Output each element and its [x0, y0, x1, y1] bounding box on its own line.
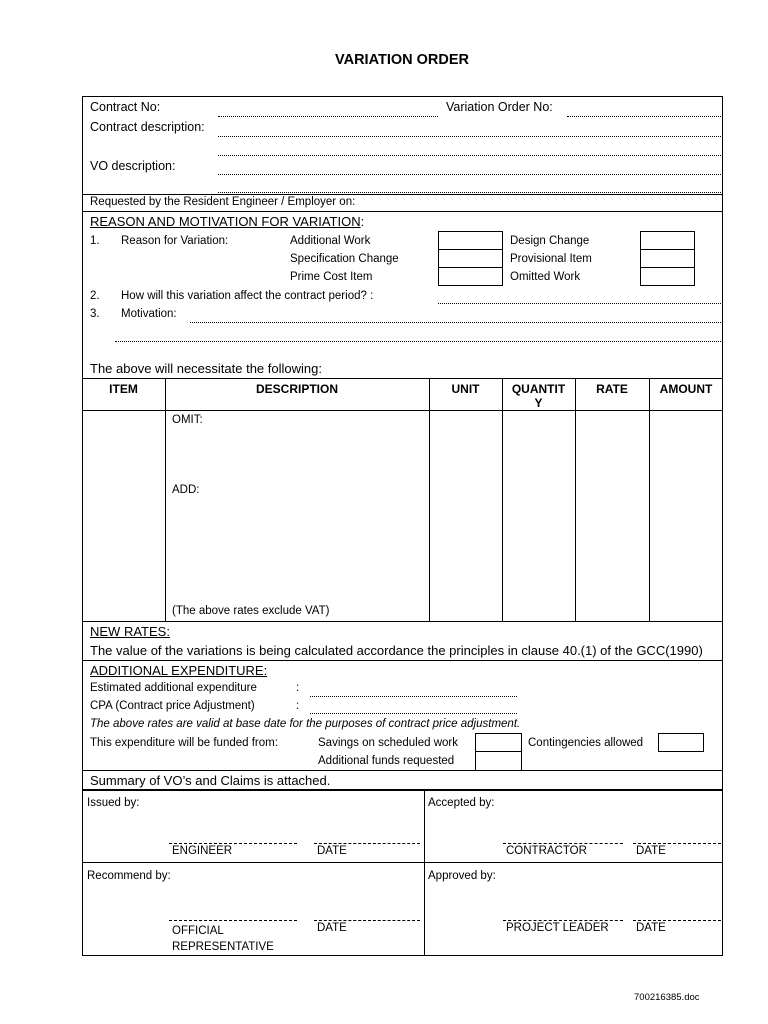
contractor-date-line[interactable]	[633, 843, 721, 844]
estimated-field[interactable]	[310, 696, 517, 697]
reason-item1-label: Reason for Variation:	[121, 235, 229, 247]
project-leader-label: PROJECT LEADER	[506, 922, 609, 934]
vo-description-field-2[interactable]	[218, 192, 721, 193]
additional-expenditure-heading: ADDITIONAL EXPENDITURE:	[90, 663, 268, 678]
motivation-field-2[interactable]	[115, 341, 721, 342]
reason-item3-label: Motivation:	[121, 308, 177, 320]
page-title: VARIATION ORDER	[335, 52, 469, 68]
motivation-field[interactable]	[190, 322, 721, 323]
official-date-line[interactable]	[314, 920, 420, 921]
checkbox-specification-change[interactable]	[438, 249, 503, 268]
contract-description-label: Contract description:	[90, 120, 205, 134]
vo-description-label: VO description:	[90, 159, 176, 173]
option-design-change: Design Change	[510, 235, 590, 247]
cpa-colon: :	[296, 700, 300, 712]
new-rates-text: The value of the variations is being calculated accordance the principles in clause 40.(1) of the GCC(1990)	[90, 643, 703, 658]
official-signature-line[interactable]	[169, 920, 297, 921]
estimated-colon: :	[296, 682, 300, 694]
reason-item2-num: 2.	[90, 290, 100, 302]
checkbox-design-change[interactable]	[640, 231, 695, 250]
additional-funds-label: Additional funds requested	[318, 755, 455, 767]
requested-by-label: Requested by the Resident Engineer / Employer on:	[90, 196, 356, 208]
contractor-label: CONTRACTOR	[506, 845, 587, 857]
option-omitted-work: Omitted Work	[510, 271, 581, 283]
variation-order-no-field[interactable]	[567, 116, 721, 117]
variation-order-no-label: Variation Order No:	[446, 100, 553, 114]
funded-from-label: This expenditure will be funded from:	[90, 737, 278, 749]
recommend-by-label: Recommend by:	[87, 870, 171, 882]
reason-heading	[90, 215, 364, 228]
option-provisional-item: Provisional Item	[510, 253, 592, 265]
contract-description-field-2[interactable]	[218, 155, 721, 156]
omit-label: OMIT:	[172, 414, 203, 426]
summary-text: Summary of VO’s and Claims is attached.	[90, 773, 331, 788]
col-header-description: DESCRIPTION	[255, 382, 338, 396]
contract-no-label: Contract No:	[90, 100, 161, 114]
necessitate-text: The above will necessitate the following:	[90, 361, 322, 376]
checkbox-provisional-item[interactable]	[640, 249, 695, 268]
reason-item1-num: 1.	[90, 235, 100, 247]
savings-label: Savings on scheduled work	[318, 737, 458, 749]
checkbox-contingencies[interactable]	[658, 733, 704, 752]
vat-note: (The above rates exclude VAT)	[172, 605, 330, 617]
col-header-rate: RATE	[596, 382, 628, 396]
engineer-signature-line[interactable]	[169, 843, 297, 844]
col-header-unit: UNIT	[451, 382, 480, 396]
col-header-amount: AMOUNT	[659, 382, 713, 396]
contractor-signature-line[interactable]	[503, 843, 623, 844]
checkbox-prime-cost-item[interactable]	[438, 267, 503, 286]
option-specification-change: Specification Change	[290, 253, 399, 265]
checkbox-omitted-work[interactable]	[640, 267, 695, 286]
add-label: ADD:	[172, 484, 200, 496]
project-leader-signature-line[interactable]	[503, 920, 623, 921]
project-leader-date-label: DATE	[636, 922, 666, 934]
engineer-date-line[interactable]	[314, 843, 420, 844]
issued-by-label: Issued by:	[87, 797, 140, 809]
checkbox-additional-work[interactable]	[438, 231, 503, 250]
contractor-date-label: DATE	[636, 845, 666, 857]
col-header-quantity-line1: QUANTIT	[511, 382, 566, 396]
checkbox-savings[interactable]	[475, 733, 522, 752]
approved-by-label: Approved by:	[428, 870, 496, 882]
rates-note: The above rates are valid at base date for the purposes of contract price adjustment.	[90, 718, 521, 730]
col-header-quantity	[502, 382, 575, 410]
engineer-label: ENGINEER	[172, 845, 233, 857]
footer-reference: 700216385.doc	[634, 992, 700, 1003]
col-header-item: ITEM	[109, 382, 138, 396]
contract-no-field[interactable]	[218, 116, 438, 117]
contract-description-field[interactable]	[218, 136, 721, 137]
estimated-label: Estimated additional expenditure	[90, 682, 257, 694]
project-leader-date-line[interactable]	[633, 920, 721, 921]
official-label-line1: OFFICIAL	[172, 925, 224, 937]
option-additional-work: Additional Work	[290, 235, 371, 247]
reason-heading-colon: :	[360, 214, 365, 229]
cpa-field[interactable]	[310, 713, 517, 714]
cpa-label: CPA (Contract price Adjustment)	[90, 700, 255, 712]
official-label	[172, 923, 274, 955]
engineer-date-label: DATE	[317, 845, 347, 857]
contract-period-field[interactable]	[438, 303, 721, 304]
vo-description-field[interactable]	[218, 174, 721, 175]
reason-item3-num: 3.	[90, 308, 100, 320]
official-date-label: DATE	[317, 922, 347, 934]
option-prime-cost-item: Prime Cost Item	[290, 271, 373, 283]
col-header-quantity-line2: Y	[534, 396, 543, 410]
official-label-line2: REPRESENTATIVE	[172, 941, 274, 953]
reason-item2-label: How will this variation affect the contract period? :	[121, 290, 374, 302]
contingencies-label: Contingencies allowed	[528, 737, 644, 749]
accepted-by-label: Accepted by:	[428, 797, 495, 809]
checkbox-additional-funds[interactable]	[475, 751, 522, 771]
reason-heading-text: REASON AND MOTIVATION FOR VARIATION	[90, 214, 361, 229]
new-rates-heading: NEW RATES:	[90, 624, 170, 639]
